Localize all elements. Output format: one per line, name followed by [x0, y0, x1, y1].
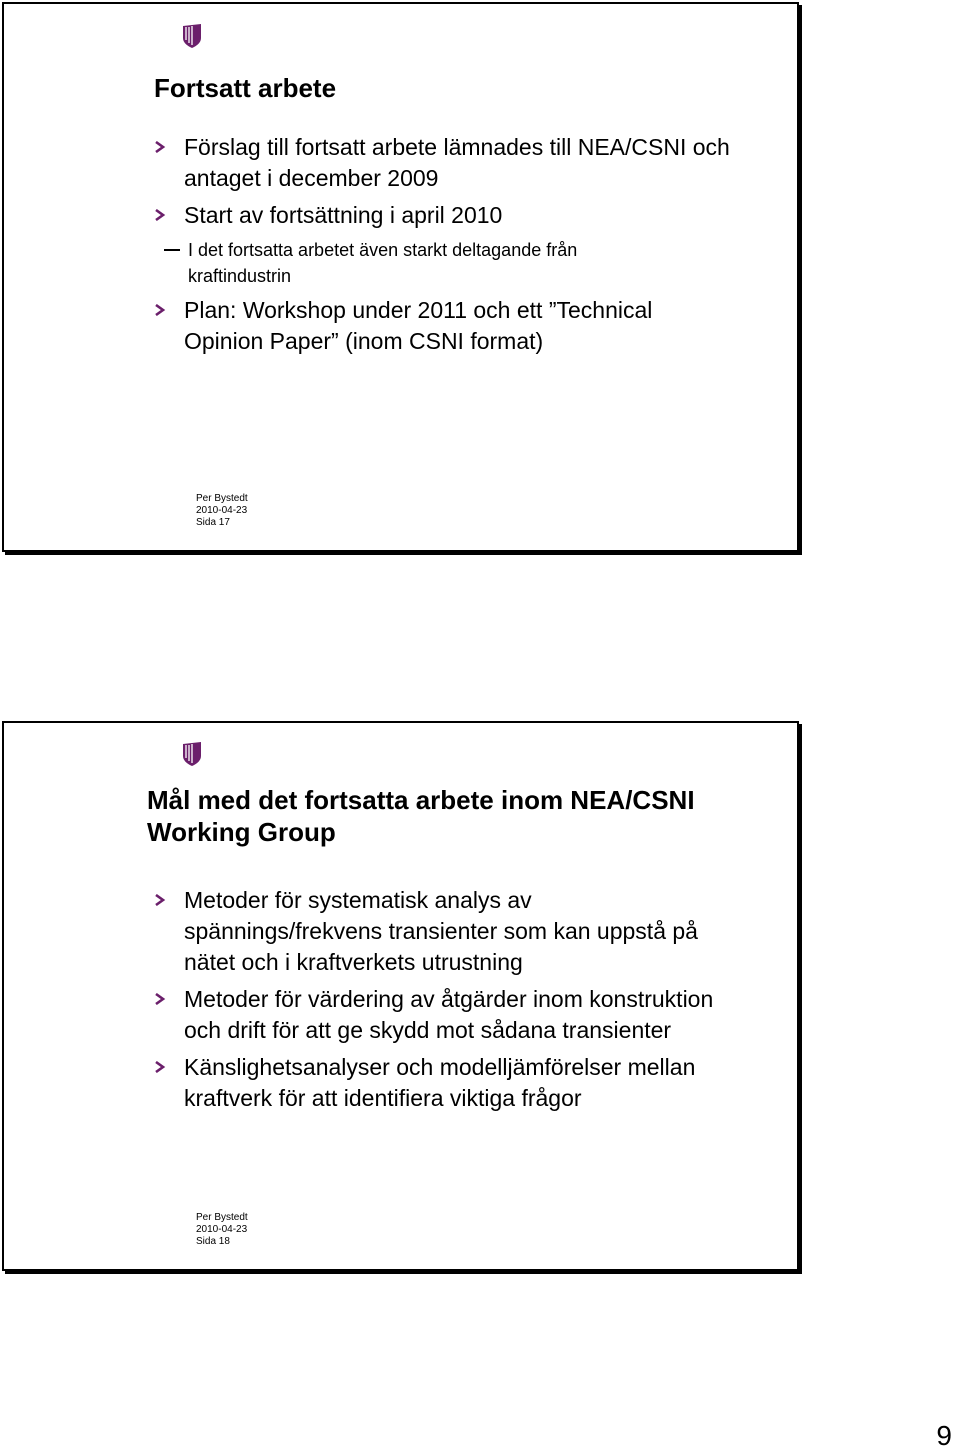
- bullet-text: Metoder för värdering av åtgärder inom konstruktion och drift för att ge skydd mot sådana transienter: [184, 986, 714, 1043]
- footer-page: Sida 18: [196, 1236, 230, 1247]
- bullet-text: Plan: Workshop under 2011 och ett ”Technical Opinion Paper” (inom CSNI format): [184, 297, 653, 354]
- company-shield-logo-icon: [182, 742, 202, 766]
- slide-footer: [196, 1212, 248, 1248]
- bullet-text: Metoder för systematisk analys av spännings/frekvens transienter som kan uppstå på nätet och i kraftverkets utrustning: [184, 887, 698, 975]
- chevron-right-icon: [154, 304, 166, 316]
- bullet-text: Förslag till fortsatt arbete lämnades till NEA/CSNI och antaget i december 2009: [184, 134, 730, 191]
- chevron-right-icon: [154, 1061, 166, 1073]
- sub-bullet-text: I det fortsatta arbetet även starkt deltagande från kraftindustrin: [188, 240, 578, 286]
- slide-title: Mål med det fortsatta arbete inom NEA/CSNI Working Group: [147, 785, 695, 847]
- bullet-item: [154, 295, 734, 357]
- bullet-list: [154, 885, 734, 1120]
- bullet-item: [154, 984, 734, 1046]
- footer-author: Per Bystedt: [196, 493, 248, 504]
- bullet-text: Start av fortsättning i april 2010: [184, 202, 503, 228]
- slide-footer: [196, 493, 248, 529]
- bullet-item: [154, 885, 734, 978]
- chevron-right-icon: [154, 141, 166, 153]
- bullet-item: [154, 1052, 734, 1114]
- bullet-text: Känslighetsanalyser och modelljämförelser mellan kraftverk för att identifiera viktiga frågor: [184, 1054, 696, 1111]
- slide-title: Fortsatt arbete: [154, 73, 337, 103]
- sub-bullet-item: [154, 237, 658, 289]
- footer-page: Sida 17: [196, 517, 230, 528]
- chevron-right-icon: [154, 894, 166, 906]
- bullet-item: [154, 132, 734, 194]
- slide-17: [2, 2, 799, 552]
- footer-author: Per Bystedt: [196, 1212, 248, 1223]
- company-shield-logo-icon: [182, 24, 202, 48]
- footer-date: 2010-04-23: [196, 505, 248, 516]
- bullet-item: [154, 200, 734, 231]
- slide-18: [2, 721, 799, 1271]
- page-number: 9: [936, 1420, 952, 1451]
- dash-icon: [164, 249, 180, 251]
- footer-date: 2010-04-23: [196, 1224, 248, 1235]
- chevron-right-icon: [154, 993, 166, 1005]
- bullet-list: [154, 132, 734, 363]
- chevron-right-icon: [154, 209, 166, 221]
